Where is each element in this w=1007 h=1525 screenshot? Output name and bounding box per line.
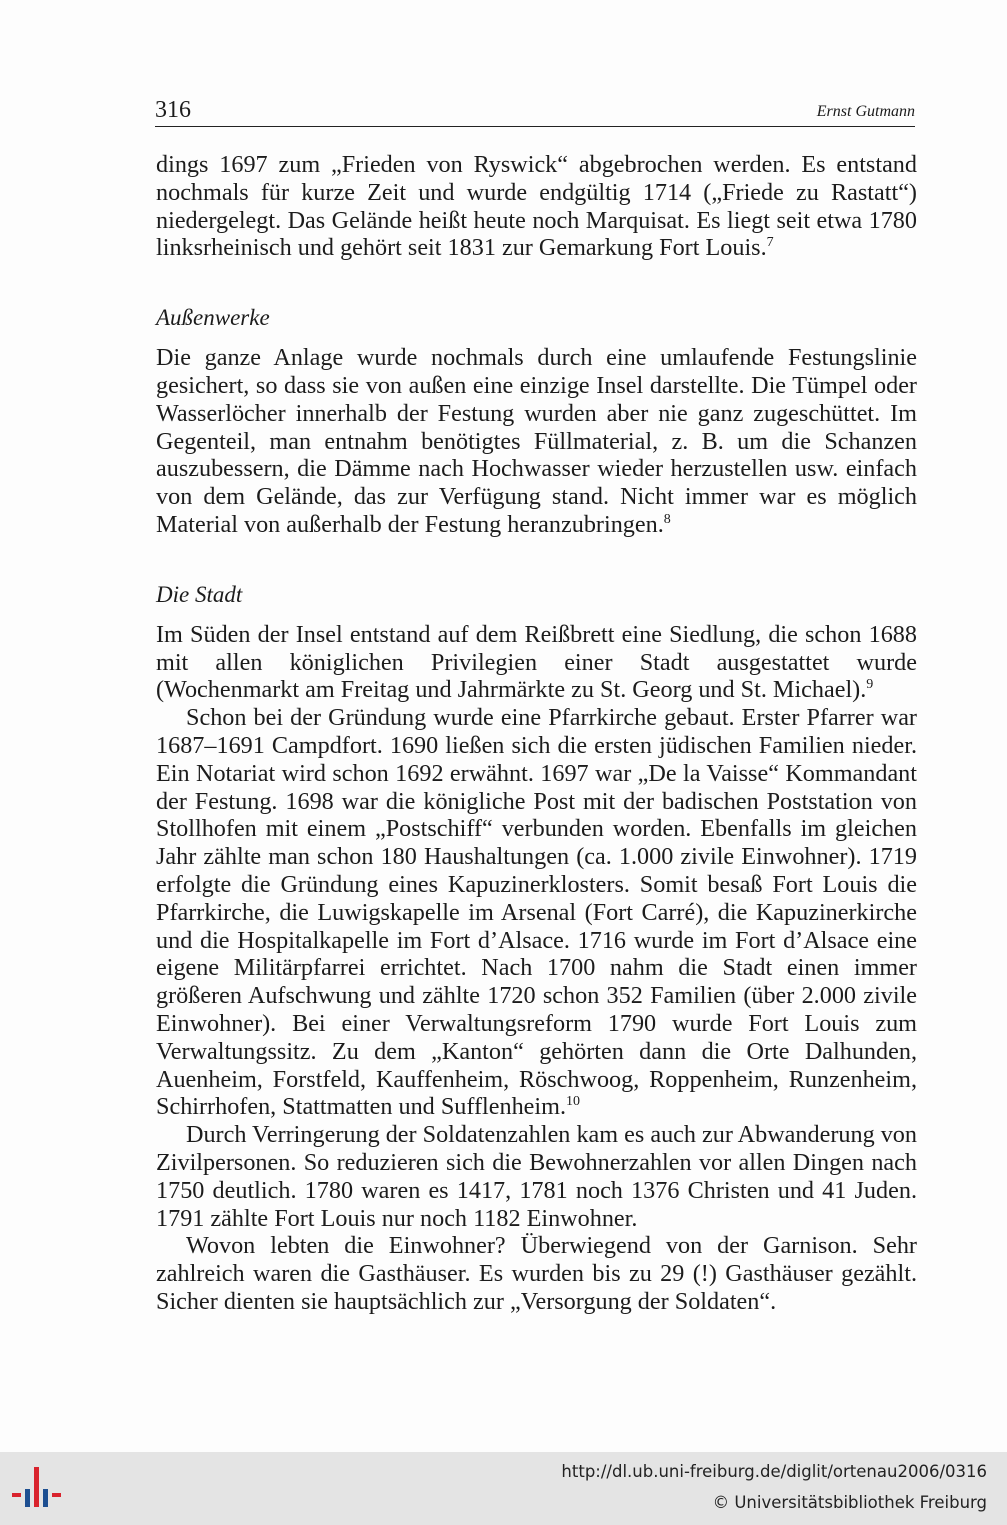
footnote-marker[interactable]: 7 [766, 235, 774, 251]
ub-freiburg-logo-icon[interactable] [12, 1463, 64, 1515]
paragraph: Wovon lebten die Einwohner? Überwiegend von der Garnison. Sehr zahlreich waren die Gasthäuser. Es wurden bis zu 29 (!) Gasthäuser gezählt. Sicher dienten sie hauptsächlich zur „Versorgung der Soldaten“. [156, 1232, 917, 1315]
paragraph: Schon bei der Gründung wurde eine Pfarrkirche gebaut. Erster Pfarrer war 1687–1691 Campdfort. 1690 ließen sich die ersten jüdischen Familien nieder. Ein Notariat wird schon 1692 erwähnt. 1697 war „De la Vaisse“ Kommandant der Festung. 1698 war die königliche Post mit der badischen Poststation von Stollhofen mit einem „Postschiff“ verbunden worden. Ebenfalls im gleichen Jahr zählte man schon 180 Haushaltungen (ca. 1.000 zivile Einwohner). 1719 erfolgte die Gründung eines Kapuzinerklosters. Somit besaß Fort Louis die Pfarrkirche, die Luwigskapelle im Arsenal (Fort Carré), die Kapuzinerkirche und die Hospitalkapelle im Fort d’Alsace. 1716 wurde im Fort d’Alsace eine eigene Militärpfarrei errichtet. Nach 1700 nahm die Stadt einen immer größeren Aufschwung und zählte 1720 schon 352 Familien (über 2.000 zivile Einwohner). Bei einer Verwaltungsreform 1790 wurde Fort Louis zum Verwaltungssitz. Zu dem „Kanton“ gehörten dann die Orte Dalhunden, Auenheim, Forstfeld, Kauffenheim, Röschwoog, Roppenheim, Runzenheim, Schirrhofen, Stattmatten und Sufflenheim.$^{10}$ [156, 704, 917, 1121]
viewer-footer [0, 1452, 1007, 1525]
body-text [156, 151, 917, 1316]
paragraph: dings 1697 zum „Frieden von Ryswick“ abgebrochen werden. Es entstand nochmals für kurze Zeit und wurde endgültig 1714 („Friede zu Rastatt“) niedergelegt. Das Gelände heißt heute noch Marquisat. Es liegt seit etwa 1780 linksrheinisch und gehört seit 1831 zur Gemarkung Fort Louis.$^7$ [156, 151, 917, 262]
paragraph: Die ganze Anlage wurde nochmals durch eine umlaufende Festungslinie gesichert, so dass sie von außen eine einzige Insel darstellte. Die Tümpel oder Wasserlöcher innerhalb der Festung wurden aber nie ganz zugeschüttet. Im Gegenteil, man entnahm benötigtes Füllmaterial, z. B. um die Schanzen auszubessern, die Dämme nach Hochwasser wieder herzustellen usw. einfach von dem Gelände, das zur Verfügung stand. Nicht immer war es möglich Material von außerhalb der Festung heranzubringen.$^8$ [156, 344, 917, 538]
footnote-marker[interactable]: 8 [663, 511, 671, 527]
document-url-link[interactable]: http://dl.ub.uni-freiburg.de/diglit/ortenau2006/0316 [561, 1462, 987, 1481]
paragraph: Durch Verringerung der Soldatenzahlen kam es auch zur Abwanderung von Zivilpersonen. So reduzieren sich die Bewohnerzahlen vor allen Dingen nach 1750 deutlich. 1780 waren es 1417, 1781 noch 1376 Christen und 41 Juden. 1791 zählte Fort Louis nur noch 1182 Einwohner. [156, 1121, 917, 1232]
running-header-author: Ernst Gutmann [816, 103, 915, 120]
page-number: 316 [155, 97, 191, 123]
section-heading-die-stadt: Die Stadt [156, 581, 243, 607]
copyright-notice: © Universitätsbibliothek Freiburg [712, 1493, 987, 1512]
section-heading-aussenwerke: Außenwerke [156, 305, 270, 331]
footnote-marker[interactable]: 9 [866, 677, 874, 693]
running-header [155, 96, 915, 127]
footnote-marker[interactable]: 10 [566, 1094, 580, 1110]
paragraph: Im Süden der Insel entstand auf dem Reißbrett eine Siedlung, die schon 1688 mit allen königlichen Privilegien einer Stadt ausgestattet wurde (Wochenmarkt am Freitag und Jahrmärkte zu St. Georg und St. Michael).$^9$ [156, 620, 917, 704]
